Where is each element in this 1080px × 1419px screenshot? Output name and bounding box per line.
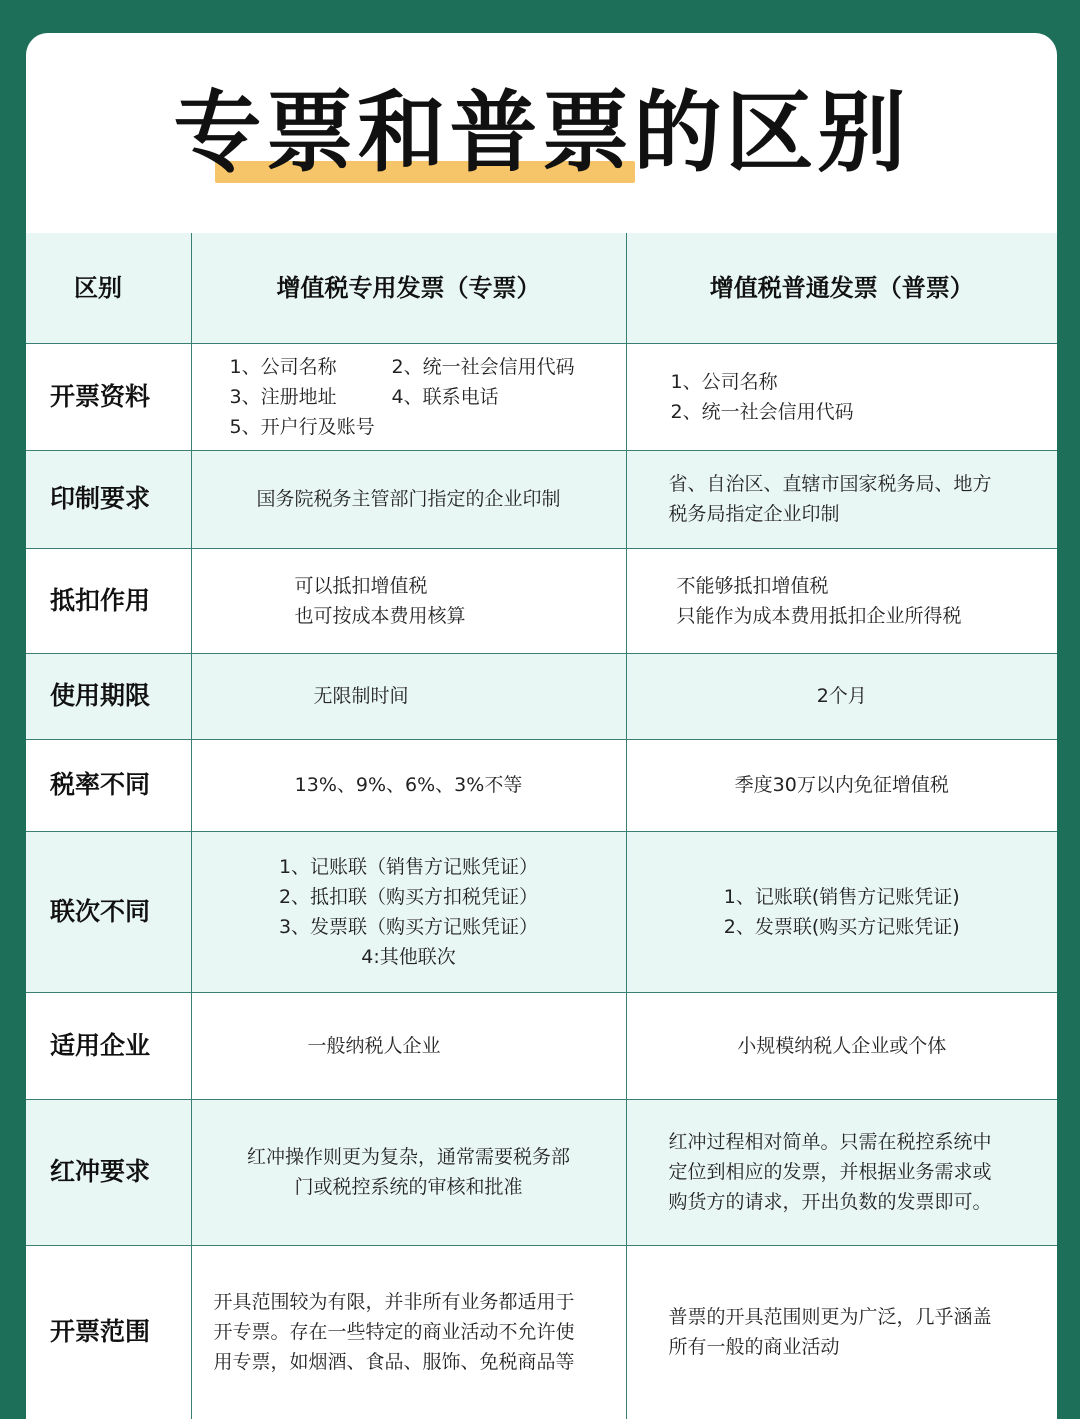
ordinary-cell [626,548,1057,653]
special-cell [191,831,626,992]
cell-text: 用专票，如烟酒、食品、服饰、免税商品等 [213,1351,575,1373]
list-item: 1、记账联(销售方记账凭证) [723,885,960,908]
table-row [26,831,1057,992]
special-cell [191,992,626,1099]
cell-text: 开专票。存在一些特定的商业活动不允许使 [213,1321,575,1343]
table-row [26,343,1057,450]
list-item: 2、统一社会信用代码 [670,400,854,423]
special-info-list [230,352,610,442]
list-item: 3、发票联（购买方记账凭证） [278,915,539,938]
special-cell [191,343,626,450]
ordinary-cell [626,992,1057,1099]
table-row [26,992,1057,1099]
special-cell [191,739,626,831]
ordinary-cell [626,1245,1057,1419]
cell-text: 红冲过程相对简单。只需在税控系统中 [668,1131,992,1153]
special-cell [191,548,626,653]
cell-text: 税务局指定企业印制 [668,503,840,525]
table-row [26,739,1057,831]
header-difference: 区别 [26,233,191,343]
cell-text: 所有一般的商业活动 [668,1336,840,1358]
cell-text: 一般纳税人企业 [307,1034,441,1057]
table-row [26,548,1057,653]
header-ordinary-invoice: 增值税普通发票（普票） [626,233,1057,343]
row-label: 联次不同 [26,831,191,992]
list-item: 1、公司名称 [229,355,337,378]
cell-text: 可以抵扣增值税 [294,574,428,597]
comparison-table [26,233,1057,1419]
cell-text: 红冲操作则更为复杂，通常需要税务部 [246,1146,570,1168]
cell-text: 普票的开具范围则更为广泛，几乎涵盖 [668,1306,992,1328]
page-title: 专票和普票的区别 [173,81,910,184]
row-label: 红冲要求 [26,1099,191,1245]
row-label: 开票资料 [26,343,191,450]
row-label: 使用期限 [26,653,191,739]
row-label: 税率不同 [26,739,191,831]
table-row [26,450,1057,548]
list-item: 2、发票联(购买方记账凭证) [723,915,960,938]
ordinary-cell [626,653,1057,739]
list-item: 3、注册地址 [229,385,337,408]
list-item: 1、记账联（销售方记账凭证） [278,855,539,878]
table-header-row [26,233,1057,343]
cell-text: 不能够抵扣增值税 [676,574,829,597]
list-item: 4:其他联次 [361,945,456,968]
comparison-card [26,33,1057,1419]
cell-text: 13%、9%、6%、3%不等 [294,774,523,796]
special-cell [191,1099,626,1245]
title-area [26,33,1057,233]
table-row [26,1245,1057,1419]
cell-text: 也可按成本费用核算 [294,604,466,627]
list-item: 4、联系电话 [391,385,499,408]
cell-text: 小规模纳税人企业或个体 [737,1034,947,1057]
ordinary-cell [626,739,1057,831]
ordinary-cell [626,831,1057,992]
list-item: 2、统一社会信用代码 [391,355,575,378]
ordinary-cell [626,343,1057,450]
cell-text: 开具范围较为有限，并非所有业务都适用于 [213,1291,575,1313]
row-label: 抵扣作用 [26,548,191,653]
row-label: 印制要求 [26,450,191,548]
ordinary-cell [626,1099,1057,1245]
ordinary-cell [626,450,1057,548]
cell-text: 季度30万以内免征增值税 [734,774,949,796]
cell-text: 国务院税务主管部门指定的企业印制 [256,488,561,510]
cell-text: 2个月 [816,685,867,707]
special-cell [191,450,626,548]
row-label: 开票范围 [26,1245,191,1419]
cell-text: 只能作为成本费用抵扣企业所得税 [676,604,962,627]
table-row [26,653,1057,739]
special-cell [191,653,626,739]
row-label: 适用企业 [26,992,191,1099]
cell-text: 门或税控系统的审核和批准 [294,1176,523,1198]
special-cell [191,1245,626,1419]
list-item: 2、抵扣联（购买方扣税凭证） [278,885,539,908]
header-special-invoice: 增值税专用发票（专票） [191,233,626,343]
cell-text: 购货方的请求，开出负数的发票即可。 [668,1191,992,1213]
list-item: 5、开户行及账号 [229,415,375,438]
cell-text: 无限制时间 [313,685,409,707]
table-row [26,1099,1057,1245]
cell-text: 定位到相应的发票，并根据业务需求或 [668,1161,992,1183]
list-item: 1、公司名称 [670,370,778,393]
cell-text: 省、自治区、直辖市国家税务局、地方 [668,473,992,495]
